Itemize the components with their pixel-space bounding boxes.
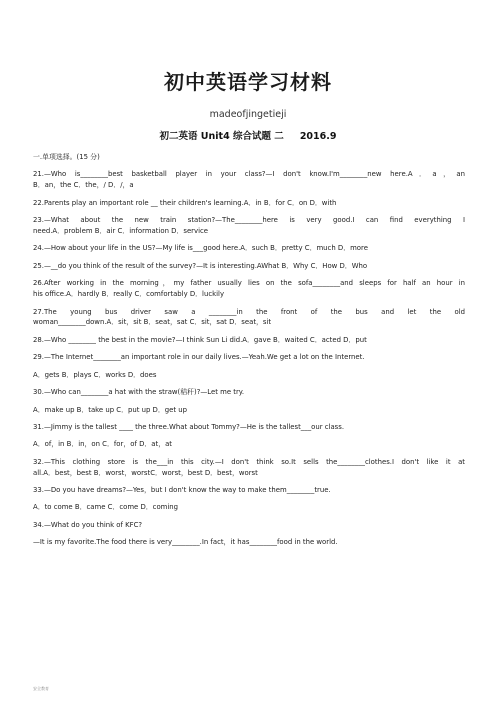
test-title-text: 初二英语 Unit4 综合试题 二 — [159, 131, 284, 142]
text-line: 一.单项选择。(15 分) — [33, 153, 100, 161]
text-line: his office.A．hardly B．really C．comfortably D．luckily — [33, 290, 225, 299]
text-line: 31.—Jimmy is the tallest ____ the three.What about Tommy?—He is the tallest___our class. — [33, 422, 345, 431]
text-line: A．of，in B．in，on C．for，of D．at，at — [33, 440, 173, 449]
text-line: 32.—This clothing store is the___in this city.—I don't think so.It sells the________clothes.I don't like it at — [33, 457, 465, 466]
text-line: 24.—How about your life in the US?—My life is___good here.A．such B．pretty C．much D．more — [33, 244, 368, 253]
text-line: B．an，the C．the，/ D．/，a — [33, 181, 134, 190]
document-subtitle: madeofjingetieji — [209, 109, 287, 120]
document-title: 初中英语学习材料 — [164, 70, 332, 94]
text-line: 33.—Do you have dreams?—Yes，but I don't know the way to make them________true. — [33, 486, 331, 495]
text-line: 27.The young bus driver saw a ________in the front of the bus and let the old — [33, 307, 465, 316]
text-line: 23.—What about the new train station?—The________here is very good.I can find everything I — [33, 216, 465, 225]
text-line: all.A．best，best B．worst，worstC．worst，best D．best，worst — [33, 468, 258, 477]
text-line: 30.—Who can________a hat with the straw(秸秆)?—Let me try. — [33, 388, 245, 397]
text-line: A．to come B．came C．come D．coming — [33, 503, 179, 512]
text-line: 29.—The Internet________an important role in our daily lives.—Yeah.We get a lot on the Internet. — [33, 353, 365, 362]
text-line: 34.—What do you think of KFC? — [33, 520, 143, 529]
test-date: 2016.9 — [299, 131, 337, 142]
question-list — [33, 152, 465, 548]
test-heading — [0, 128, 496, 142]
text-line: 26.After working in the morning，my father usually lies on the sofa________and sleeps for half an hour in — [33, 279, 465, 288]
page-footer: 安全教育 — [33, 686, 49, 691]
text-line: need.A．problem B．air C．information D．service — [33, 227, 209, 236]
text-line: 21.—Who is________best basketball player in your class?—I don't know.I'm________new here.A．a，an — [33, 170, 465, 179]
text-line: 25.—__do you think of the result of the survey?—It is interesting.AWhat B．Why C．How D．Who — [33, 261, 368, 270]
text-line: —It is my favorite.The food there is very________.In fact，it has________food in the world. — [33, 538, 338, 547]
text-line: 28.—Who ________ the best in the movie?—I think Sun Li did.A．gave B．waited C．acted D．put — [33, 335, 367, 344]
text-line: A．make up B．take up C．put up D．get up — [33, 405, 188, 414]
text-line: A．gets B．plays C．works D．does — [33, 370, 157, 379]
text-line: 22.Parents play an important role __ their children's learning.A．in B．for C．on D．with — [33, 198, 337, 207]
text-line: woman________down.A．sit，sit B．seat，sat C．sit，sat D．seat，sit — [33, 318, 272, 327]
